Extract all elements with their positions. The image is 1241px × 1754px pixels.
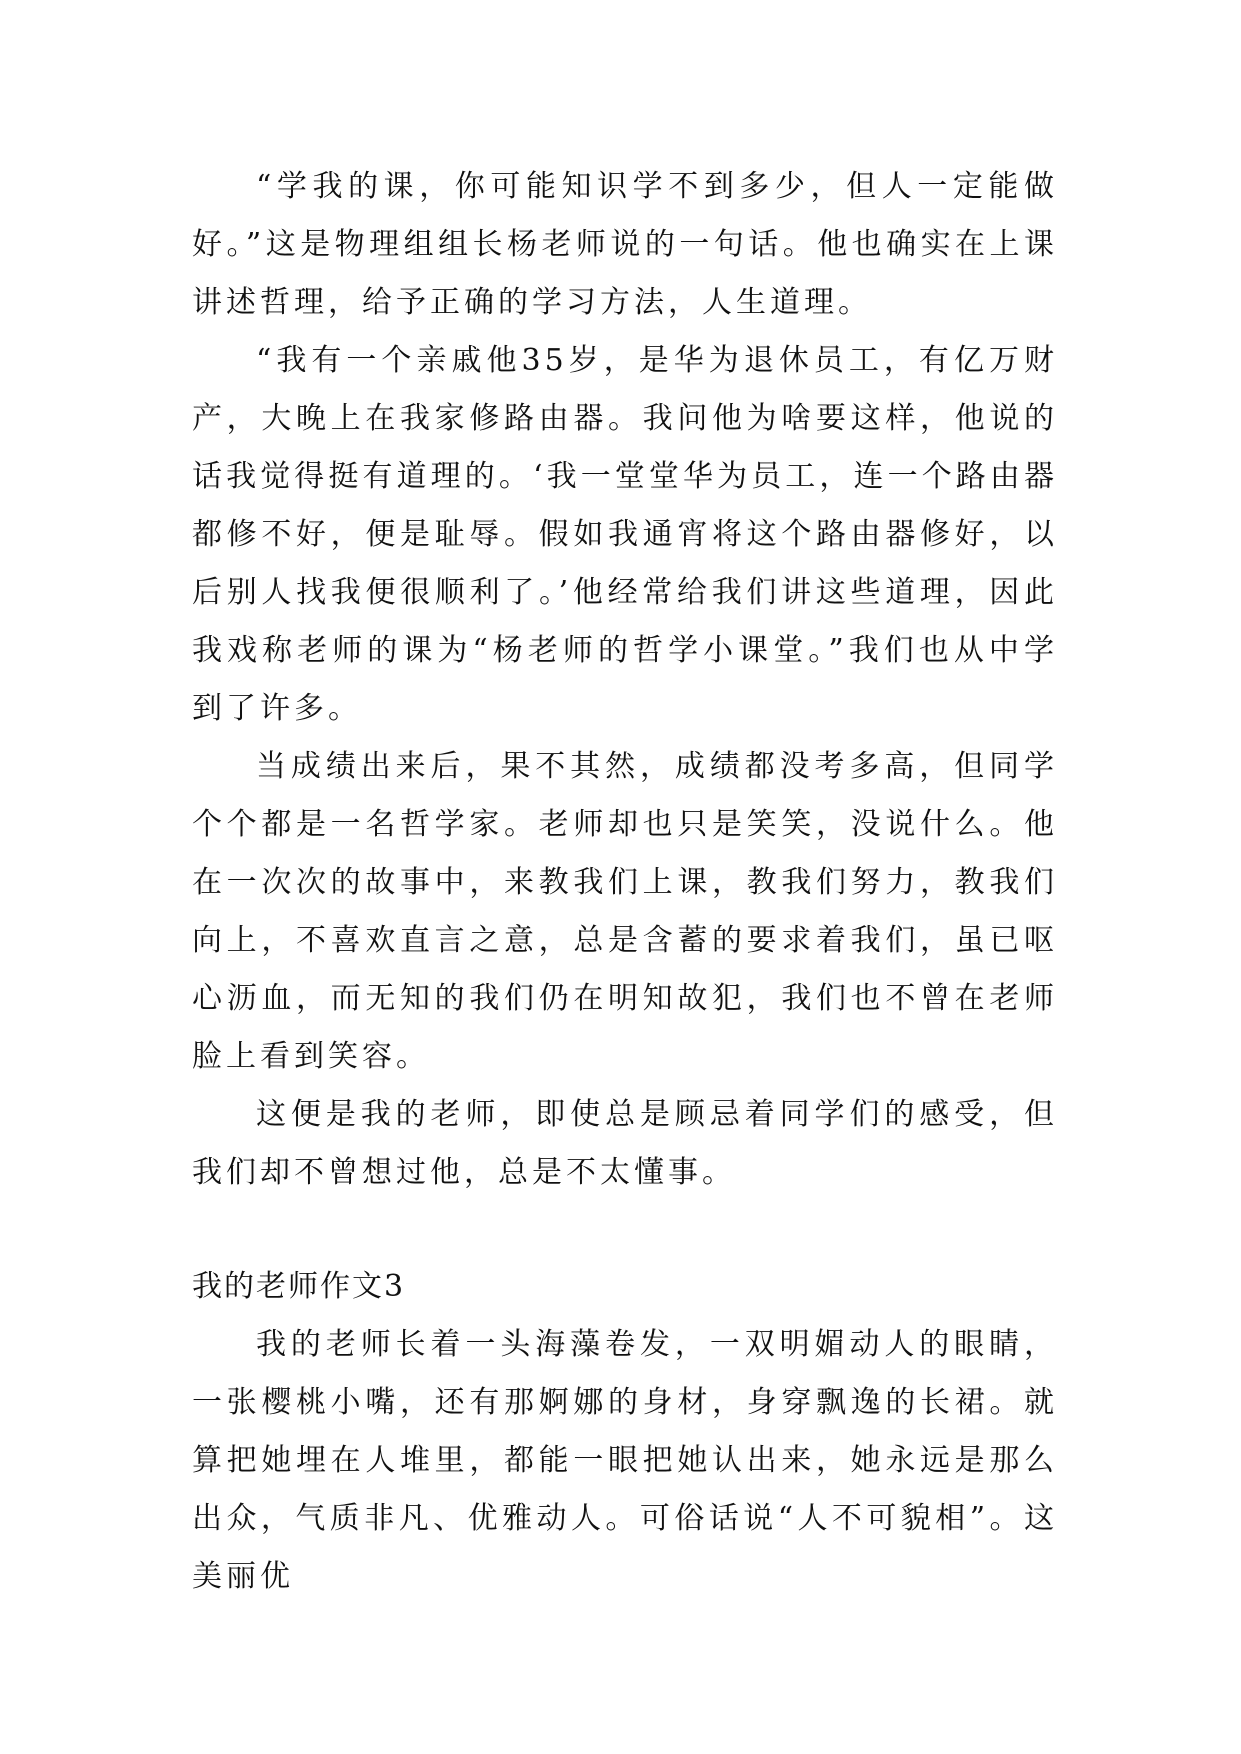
paragraph-2: “我有一个亲戚他35岁，是华为退休员工，有亿万财产，大晚上在我家修路由器。我问他为啥要这样，他说的话我觉得挺有道理的。‘我一堂堂华为员工，连一个路由器都修不好，便是耻辱。假如我通宵将这个路由器修好，以后别人找我便很顺利了。’他经常给我们讲这些道理，因此我戏称老师的课为“杨老师的哲学小课堂。”我们也从中学到了许多。	[192, 343, 1058, 726]
section-paragraph-1: 我的老师长着一头海藻卷发，一双明媚动人的眼睛，一张樱桃小嘴，还有那婀娜的身材，身穿飘逸的长裙。就算把她埋在人堆里，都能一眼把她认出来，她永远是那么出众，气质非凡、优雅动人。可俗话说“人不可貌相”。这美丽优	[192, 1327, 1058, 1594]
section-title: 我的老师作文3	[192, 1269, 406, 1304]
paragraph-3: 当成绩出来后，果不其然，成绩都没考多高，但同学个个都是一名哲学家。老师却也只是笑笑，没说什么。他在一次次的故事中，来教我们上课，教我们努力，教我们向上，不喜欢直言之意，总是含蓄的要求着我们，虽已呕心沥血，而无知的我们仍在明知故犯，我们也不曾在老师脸上看到笑容。	[192, 749, 1058, 1074]
paragraph-4: 这便是我的老师，即使总是顾忌着同学们的感受，但我们却不曾想过他，总是不太懂事。	[192, 1097, 1058, 1190]
document-body	[192, 158, 1058, 1606]
paragraph-1: “学我的课，你可能知识学不到多少，但人一定能做好。”这是物理组组长杨老师说的一句话。他也确实在上课讲述哲理，给予正确的学习方法，人生道理。	[192, 169, 1058, 320]
